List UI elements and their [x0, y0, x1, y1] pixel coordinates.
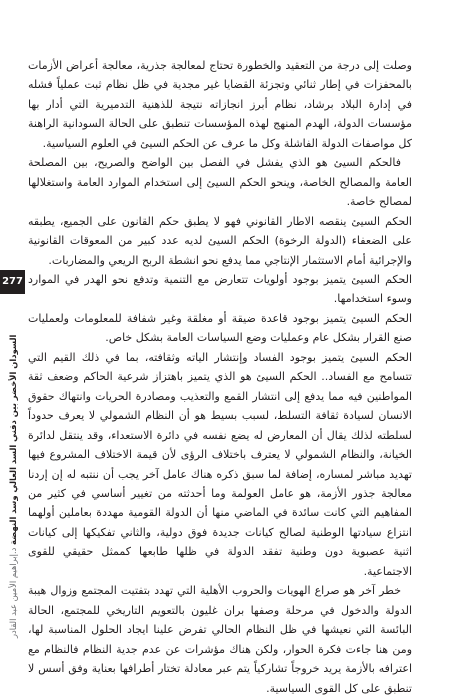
author-name: د.إبراهيم الأمين عبد القادر	[8, 547, 18, 638]
running-head	[4, 294, 22, 638]
paragraph: فالحكم السيئ هو الذي يفشل في الفصل بين الواضح والصريح، بين المصلحة العامة والمصالح الخاصة، وينحو الحكم السيئ إلى استخدام الموارد العامة واستغلالها لمصالح خاصة.	[28, 156, 412, 209]
book-title: السودان الأخضر بين دقني السد العالي وسد النهضة	[8, 334, 18, 545]
paragraph: خطر آخر هو صراع الهويات والحروب الأهلية التي تهدد بتفتيت المجتمع وزوال هيبة الدولة والدخول في مرحلة وصفها بران غليون بالتعويم التاريخي للمجتمع، الحالة البائسة التي نعيشها في ظل النظام الحالي تفرض علينا ايجاد الحلول المناسبة لها، ومن هنا جاءت فكرة الحوار، ولكن هناك مؤشرات عن عدم جدية النظام فالنظام مع اعترافه بالأزمة يريد خروجاً تشاركياً يتم عبر معادلة تختار أطرافها بعناية وفق أسس لا تنطبق على كل القوى السياسية.	[28, 584, 412, 695]
paragraph: الحكم السيئ يتميز بوجود الفساد وإنتشار الياته وثقافته، بما في ذلك القيم التي تتسامح مع الفساد.. الحكم السيئ هو الذي يتميز باهتزاز شرعية الحاكم وضعف ثقة المواطنين فيه مما يدفع إلى انتشار القمع والتعذيب ومصادرة الحريات وانتهاك حقوق الانسان لسيادة ثقافة التسلط، لسبب بسيط هو أن النظام الشمولي لا يعرف حدوداً لسلطته لذلك يقال أن المعارض له يضع نفسه في دائرة الاستعداء، وقد ينتقل لدائرة الخيانة، والنظام الشمولي لا يعترف باختلاف الرؤى لأن قيمة الاختلاف المشروع فيها تهديد مباشر لمساره، إضافة لما سبق ذكره هناك عامل آخر يجب أن ننتبه له إن إردنا معالجة جذور الأزمة، هو عامل العولمة وما أحدثته من تغيير أساسي في كثير من المفاهيم التي كانت سائدة في الماضي منها أن الدولة القومية مهددة بعاملين أولهما انتزاع سيادتها الوطنية لصالح كيانات جديدة فوق دولية، والثاني تفكيكها إلى كيانات اثنية عصبوية دون وطنية تفقد الدولة في ظلها طابعها كممثل حقيقي للقوى الاجتماعية.	[28, 350, 412, 578]
side-strip	[0, 270, 26, 640]
page-number: 277	[0, 270, 25, 294]
paragraph: وصلت إلى درجة من التعقيد والخطورة تحتاج لمعالجة جذرية، معالجة أعراض الأزمات بالمحفزات في إطار ثنائي وتجزئة القضايا غير مجدية في ظل نظام ثبت عملياً فشله في إدارة البلاد برشاد، نظام أبرز انجازاته نتيجة للذهنية التدميرية التي أدار بها مؤسسات الدولة، الهدم المنهج لهذه المؤسسات تنطبق على الحالة السودانية الراهنة كل مواصفات الدولة الفاشلة وكل ما عرف عن الحكم السيئ في العلوم السياسية.	[28, 59, 412, 150]
paragraph: الحكم السيئ يتميز بوجود قاعدة ضيقة أو مغلقة وغير شفافة للمعلومات ولعمليات صنع القرار بشكل عام وعمليات وضع السياسات العامة بشكل خاص.	[28, 311, 412, 345]
paragraph: الحكم السيئ ينقصه الاطار القانوني فهو لا يطبق حكم القانون على الجميع، يطبقه على الضعفاء (الدولة الرخوة) الحكم السيئ لديه عدد كبير من المعوقات القانونية والإجرائية أمام الاستثمار الإنتاجي مما يدفع نحو انشطة الربح الريعي والمضاربات.	[28, 214, 412, 267]
page-body	[28, 56, 412, 698]
paragraph: الحكم السيئ يتميز بوجود أولويات تتعارض مع التنمية وتدفع نحو الهدر في الموارد وسوء استخدامها.	[28, 272, 412, 306]
